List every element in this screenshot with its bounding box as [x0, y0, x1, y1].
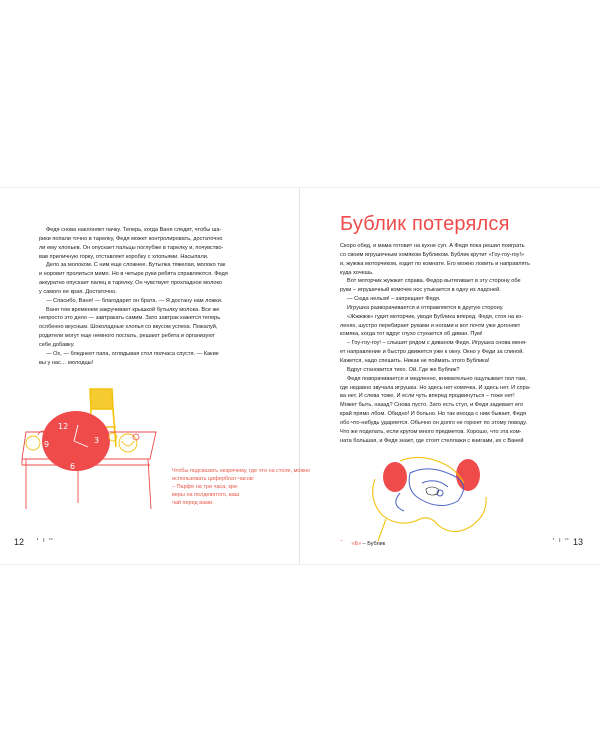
svg-text:12: 12 — [58, 422, 69, 431]
book-spread — [0, 187, 600, 565]
left-paragraph-2: Дело за молоком. С ним еще сложнее. Бутылка тяжелая, молоко так и норовит пролиться мимо. Но в четыре руки ребята справляются. Федя аккуратно опускает палец в тарелку. Он чувствует прохладное молоко у самого ее края. Достаточно. — [39, 262, 228, 295]
running-head-title: – Бублик — [361, 541, 386, 547]
spread-top-edge — [0, 187, 600, 188]
right-paragraph-4: Игрушка разворачивается и отправляется в другую сторону. — [347, 304, 504, 311]
left-paragraph-5: — Ох, — бледнеет папа, оглядывая стол полчаса спустя. — Какие вы у нас… молодцы! — [39, 350, 219, 366]
right-paragraph-8: Федя поворачивается и медленно, внимательно ощупывает пол там, где недавно звучала игрушка. Но здесь нет комячка. И здесь нет. И спра- ва нет. И слева тоже. И если чуть вперед продвинуться – тоже нет! Может быть, назад? Снова пусто. Зато есть стул, и Федя задевает его край прямо лбом. Обидно! И больно. Но так иногда с ним бывает, Федя обо что-нибудь ударяется. Обычно он долго не горюет по этому поводу. Что же поделать, если кругом много предметов. Хорошо, что эта ком- ната большая, и Федя знает, где стоят стеллажи с книгами, их с Ваней — [340, 375, 531, 444]
left-paragraph-4: Ваня тем временем закручивает крышкой бутылку молока. Все же непросто это дело — завтракать самим. Зато завтрак кажется теперь особенно вкусным. Шоколадные хлопья со вкусом успеха. Пожалуй, родители могут еще немного поспать, решают ребята и организуют себе добавку. — [39, 306, 221, 348]
left-page-number: 12 — [14, 537, 25, 547]
svg-text:9: 9 — [44, 440, 50, 449]
left-page-body — [39, 226, 271, 368]
right-page-number: 13 — [573, 537, 584, 547]
right-paragraph-3: — Сюда нельзя! – запрещает Федя. — [347, 296, 441, 303]
page-gutter — [299, 187, 300, 565]
svg-text:3: 3 — [94, 436, 100, 445]
running-head — [340, 540, 385, 547]
right-paragraph-5: «Жжжжж» гудит моторчик, уводя Бублика вперед. Федя, стоя на ко- ленях, шустро перебирает руками и ногами и вот почти уже догоняет комяка, когда тот вдруг глухо стукается об диван. Пум! — [340, 313, 524, 338]
right-paragraph-6: – Гоу-гоу-гоу! – слышит рядом с диваном Федя. Игрушка снова меня- ет направление и быстро движется уже к окну. Окно у Феди за спиной. Кажется, надо спешить. Никак не поймать этого Бублика! — [340, 340, 527, 364]
spread-bottom-edge — [0, 564, 600, 565]
hamster-search-illustration — [360, 449, 510, 549]
right-paragraph-1: Скоро обед, и мама готовит на кухне суп. А Федя пока решил поиграть со своим игрушечным хомяком Бубликом. Бублик крутит «Гоу-гоу-гоу!» и, жужжа моторчиком, ездит по комнате. Его можно ловить и направлять куда хочешь. — [340, 243, 530, 276]
right-page-body — [340, 242, 572, 445]
running-head-letter: «Б» — [351, 541, 362, 547]
left-paragraph-1: Федя снова наклоняет пачку. Теперь, когда Ваня следит, чтобы ша- рики попали точно в тарелку, Федя может контролировать, достаточно ли ему хлопьев. Он опускает пальцы поглубже в тарелку и, почувство- вав приличную горку, отставляет коробку с хлопьями. Насыпали. — [39, 227, 224, 260]
svg-text:6: 6 — [70, 462, 76, 471]
running-head-braille: ⠁ — [340, 541, 345, 547]
right-paragraph-7: Вдруг становится тихо. Ой. Где же Бублик? — [347, 366, 460, 373]
chapter-title: Бублик потерялся — [340, 213, 510, 235]
right-paragraph-2: Вот моторчик жужжит справа. Федор вытягивает в эту сторону обе руки – игрушечный комочек нос утыкается в одну из ладоней. — [340, 278, 521, 294]
right-braille-mark: ⠁⠃⠉ — [552, 539, 571, 546]
left-braille-mark: ⠁⠃⠉ — [36, 539, 55, 546]
left-paragraph-3: — Спасибо, Ваня! — благодарит он брата. — Я достану нам ложки. — [46, 297, 223, 304]
clock-face-caption: Чтобы подсказать незрячему, где что на столе, можно использовать циферблат часов: – Парфе на три часа, кре- веры на полдевятого, ваш чай перед вами. — [172, 468, 311, 506]
breakfast-table-illustration — [18, 377, 168, 517]
